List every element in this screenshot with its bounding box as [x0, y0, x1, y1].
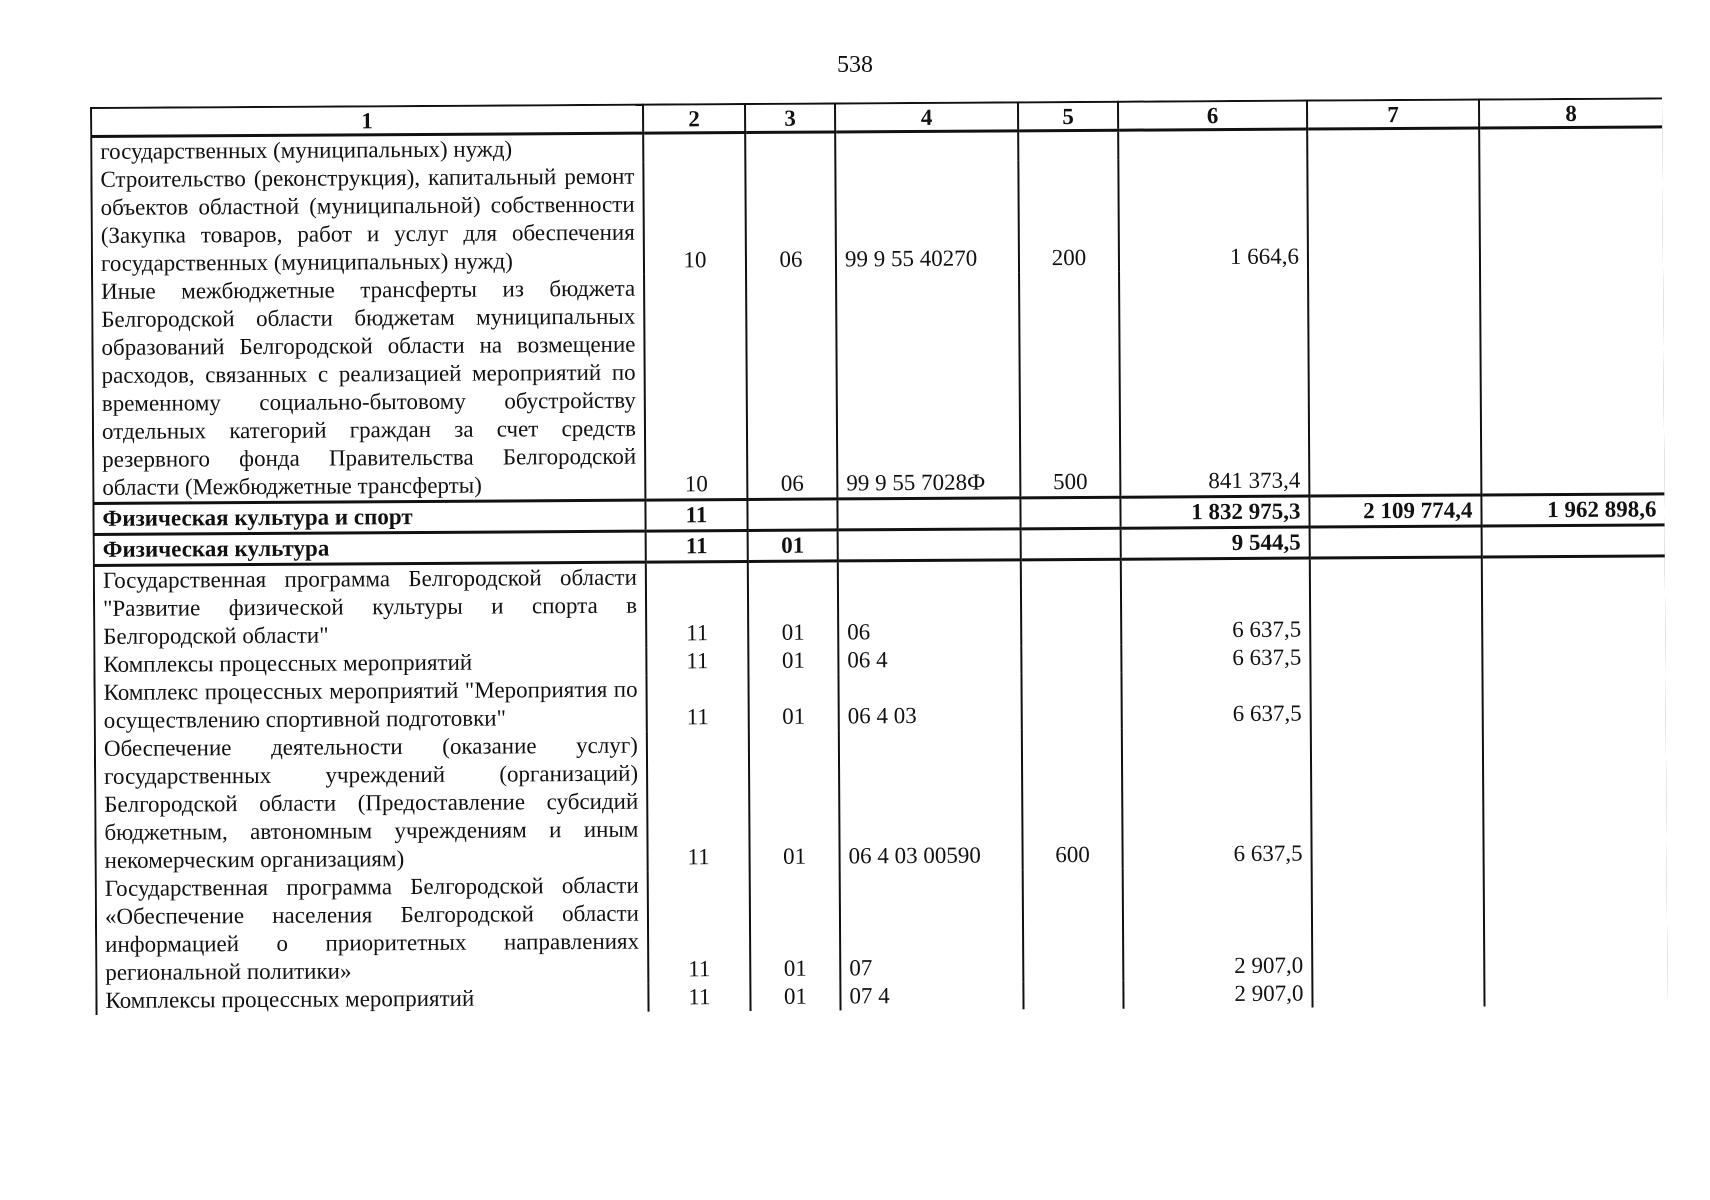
section-code: 11 — [648, 871, 751, 984]
table-row — [92, 268, 1665, 503]
amount-col-8 — [1480, 268, 1665, 495]
amount-col-6: 9 544,5 — [1121, 527, 1310, 559]
amount-col-7 — [1312, 867, 1485, 980]
row-name: Обеспечение деятельности (оказание услуг) государственных учреждений (организаций) Белгородской области (Предоставление субсидий бюджетным, автономным учреждениям и иным некомерческим организациям) — [95, 732, 648, 875]
target-article-code — [838, 529, 1021, 561]
table-row — [94, 669, 1666, 735]
target-article-code — [835, 131, 1018, 162]
amount-col-8: 1 962 898,6 — [1481, 494, 1665, 526]
subsection-code: 01 — [749, 730, 840, 871]
header-col-1: 1 — [91, 105, 643, 137]
header-col-7: 7 — [1307, 100, 1479, 130]
amount-col-8 — [1482, 641, 1666, 670]
subsection-code: 01 — [750, 982, 840, 1011]
row-name: Физическая культура — [94, 531, 646, 565]
amount-col-8 — [1484, 977, 1668, 1006]
header-col-2: 2 — [643, 104, 745, 133]
amount-col-6: 1 832 975,3 — [1120, 496, 1309, 528]
header-col-8: 8 — [1479, 98, 1663, 128]
target-article-code: 06 4 — [838, 645, 1021, 674]
amount-col-6: 6 637,5 — [1121, 644, 1310, 673]
target-article-code: 06 — [838, 560, 1022, 647]
row-name: Государственная программа Белгородской области "Развитие физической культуры и спорта в Белгородской области" — [94, 562, 647, 651]
section-code: 10 — [644, 274, 747, 500]
subsection-code: 06 — [745, 161, 836, 274]
section-code: 11 — [645, 499, 747, 531]
target-article-code: 07 4 — [840, 981, 1023, 1010]
amount-col-8 — [1479, 156, 1664, 269]
amount-col-6: 6 637,5 — [1121, 672, 1310, 729]
expense-type-code — [1021, 673, 1121, 730]
subsection-code — [745, 132, 835, 162]
subsection-code: 01 — [748, 646, 838, 675]
expense-type-code: 200 — [1018, 160, 1119, 273]
row-name: Комплексы процессных мероприятий — [94, 648, 646, 679]
target-article-code: 06 4 03 00590 — [839, 729, 1023, 870]
target-article-code: 07 — [840, 869, 1024, 982]
row-name: Комплексы процессных мероприятий — [96, 984, 648, 1015]
header-col-5: 5 — [1018, 102, 1118, 131]
amount-col-8 — [1482, 669, 1666, 726]
header-col-3: 3 — [745, 103, 835, 132]
target-article-code: 99 9 55 7028Ф — [836, 272, 1020, 499]
amount-col-7 — [1307, 128, 1479, 159]
amount-col-7 — [1312, 978, 1484, 1007]
amount-col-6: 2 907,0 — [1123, 868, 1313, 981]
section-code — [643, 132, 745, 162]
row-name: Строительство (реконструкция), капитальный ремонт объектов областной (муниципальной) собственности (Закупка товаров, работ и услуг для обеспечения государственных (муниципальных) нужд) — [91, 163, 644, 278]
expense-type-code: 600 — [1022, 729, 1123, 870]
section-code: 11 — [646, 675, 748, 732]
subsection-code — [747, 499, 837, 531]
section-code: 11 — [646, 530, 748, 562]
section-code: 11 — [646, 561, 749, 647]
expense-type-code: 500 — [1019, 272, 1120, 498]
header-col-6: 6 — [1118, 101, 1307, 131]
budget-table — [90, 97, 1668, 1015]
amount-col-7 — [1310, 643, 1482, 672]
amount-col-7 — [1310, 557, 1483, 644]
row-name: Физическая культура и спорт — [93, 500, 645, 534]
section-code: 11 — [647, 731, 750, 872]
target-article-code: 06 4 03 — [838, 673, 1021, 730]
table-row — [95, 725, 1668, 875]
expense-type-code — [1023, 869, 1124, 982]
amount-col-6: 2 907,0 — [1123, 980, 1312, 1009]
row-name: Иные межбюджетные трансферты из бюджета Белгородской области бюджетам муниципальных образований Белгородской области на возмещение расходов, связанных с реализацией мероприятий по временному социально-бытовому обустройству отдельных категорий граждан за счет средств резервного фонда Правительства Белгородской области (Межбюджетные трансферты) — [92, 275, 645, 504]
header-col-4: 4 — [835, 102, 1018, 132]
table-row — [96, 865, 1668, 987]
expense-type-code — [1021, 528, 1121, 560]
amount-col-8 — [1483, 725, 1668, 866]
amount-col-7 — [1310, 671, 1482, 728]
amount-col-6 — [1118, 129, 1307, 160]
subsection-code: 01 — [748, 674, 838, 731]
expense-type-code — [1021, 559, 1122, 645]
subsection-code: 01 — [750, 870, 841, 983]
section-code: 11 — [646, 647, 748, 676]
amount-col-8 — [1482, 525, 1666, 557]
amount-col-7 — [1308, 270, 1481, 497]
section-code: 10 — [643, 162, 746, 275]
amount-col-7 — [1310, 526, 1482, 558]
subsection-code: 06 — [746, 273, 837, 499]
subsection-code: 01 — [748, 561, 839, 647]
row-name: Государственная программа Белгородской области «Обеспечение населения Белгородской области информацией о приоритетных направлениях региональной политики» — [96, 872, 649, 987]
expense-type-code — [1020, 497, 1120, 529]
expense-type-code — [1021, 645, 1121, 674]
section-code: 11 — [648, 983, 750, 1012]
amount-col-7: 2 109 774,4 — [1309, 495, 1481, 527]
table-row — [94, 556, 1666, 651]
amount-col-6: 841 373,4 — [1119, 271, 1309, 498]
amount-col-8 — [1484, 865, 1668, 978]
expense-type-code — [1023, 981, 1123, 1010]
amount-col-7 — [1311, 727, 1484, 868]
amount-col-8 — [1479, 127, 1663, 158]
expense-type-code — [1018, 130, 1118, 160]
page-number: 538 — [837, 52, 873, 78]
table-row — [91, 156, 1664, 278]
amount-col-6: 6 637,5 — [1122, 728, 1312, 869]
target-article-code: 99 9 55 40270 — [835, 160, 1019, 273]
row-name: Комплекс процессных мероприятий "Мероприятия по осуществлению спортивной подготовки" — [94, 676, 646, 735]
row-name: государственных (муниципальных) нужд) — [91, 133, 643, 166]
amount-col-6: 6 637,5 — [1121, 558, 1311, 645]
amount-col-7 — [1307, 158, 1480, 271]
target-article-code — [837, 498, 1020, 530]
subsection-code: 01 — [748, 530, 838, 562]
amount-col-8 — [1482, 556, 1667, 643]
budget-table-container — [90, 97, 1668, 1107]
amount-col-6: 1 664,6 — [1118, 159, 1308, 272]
